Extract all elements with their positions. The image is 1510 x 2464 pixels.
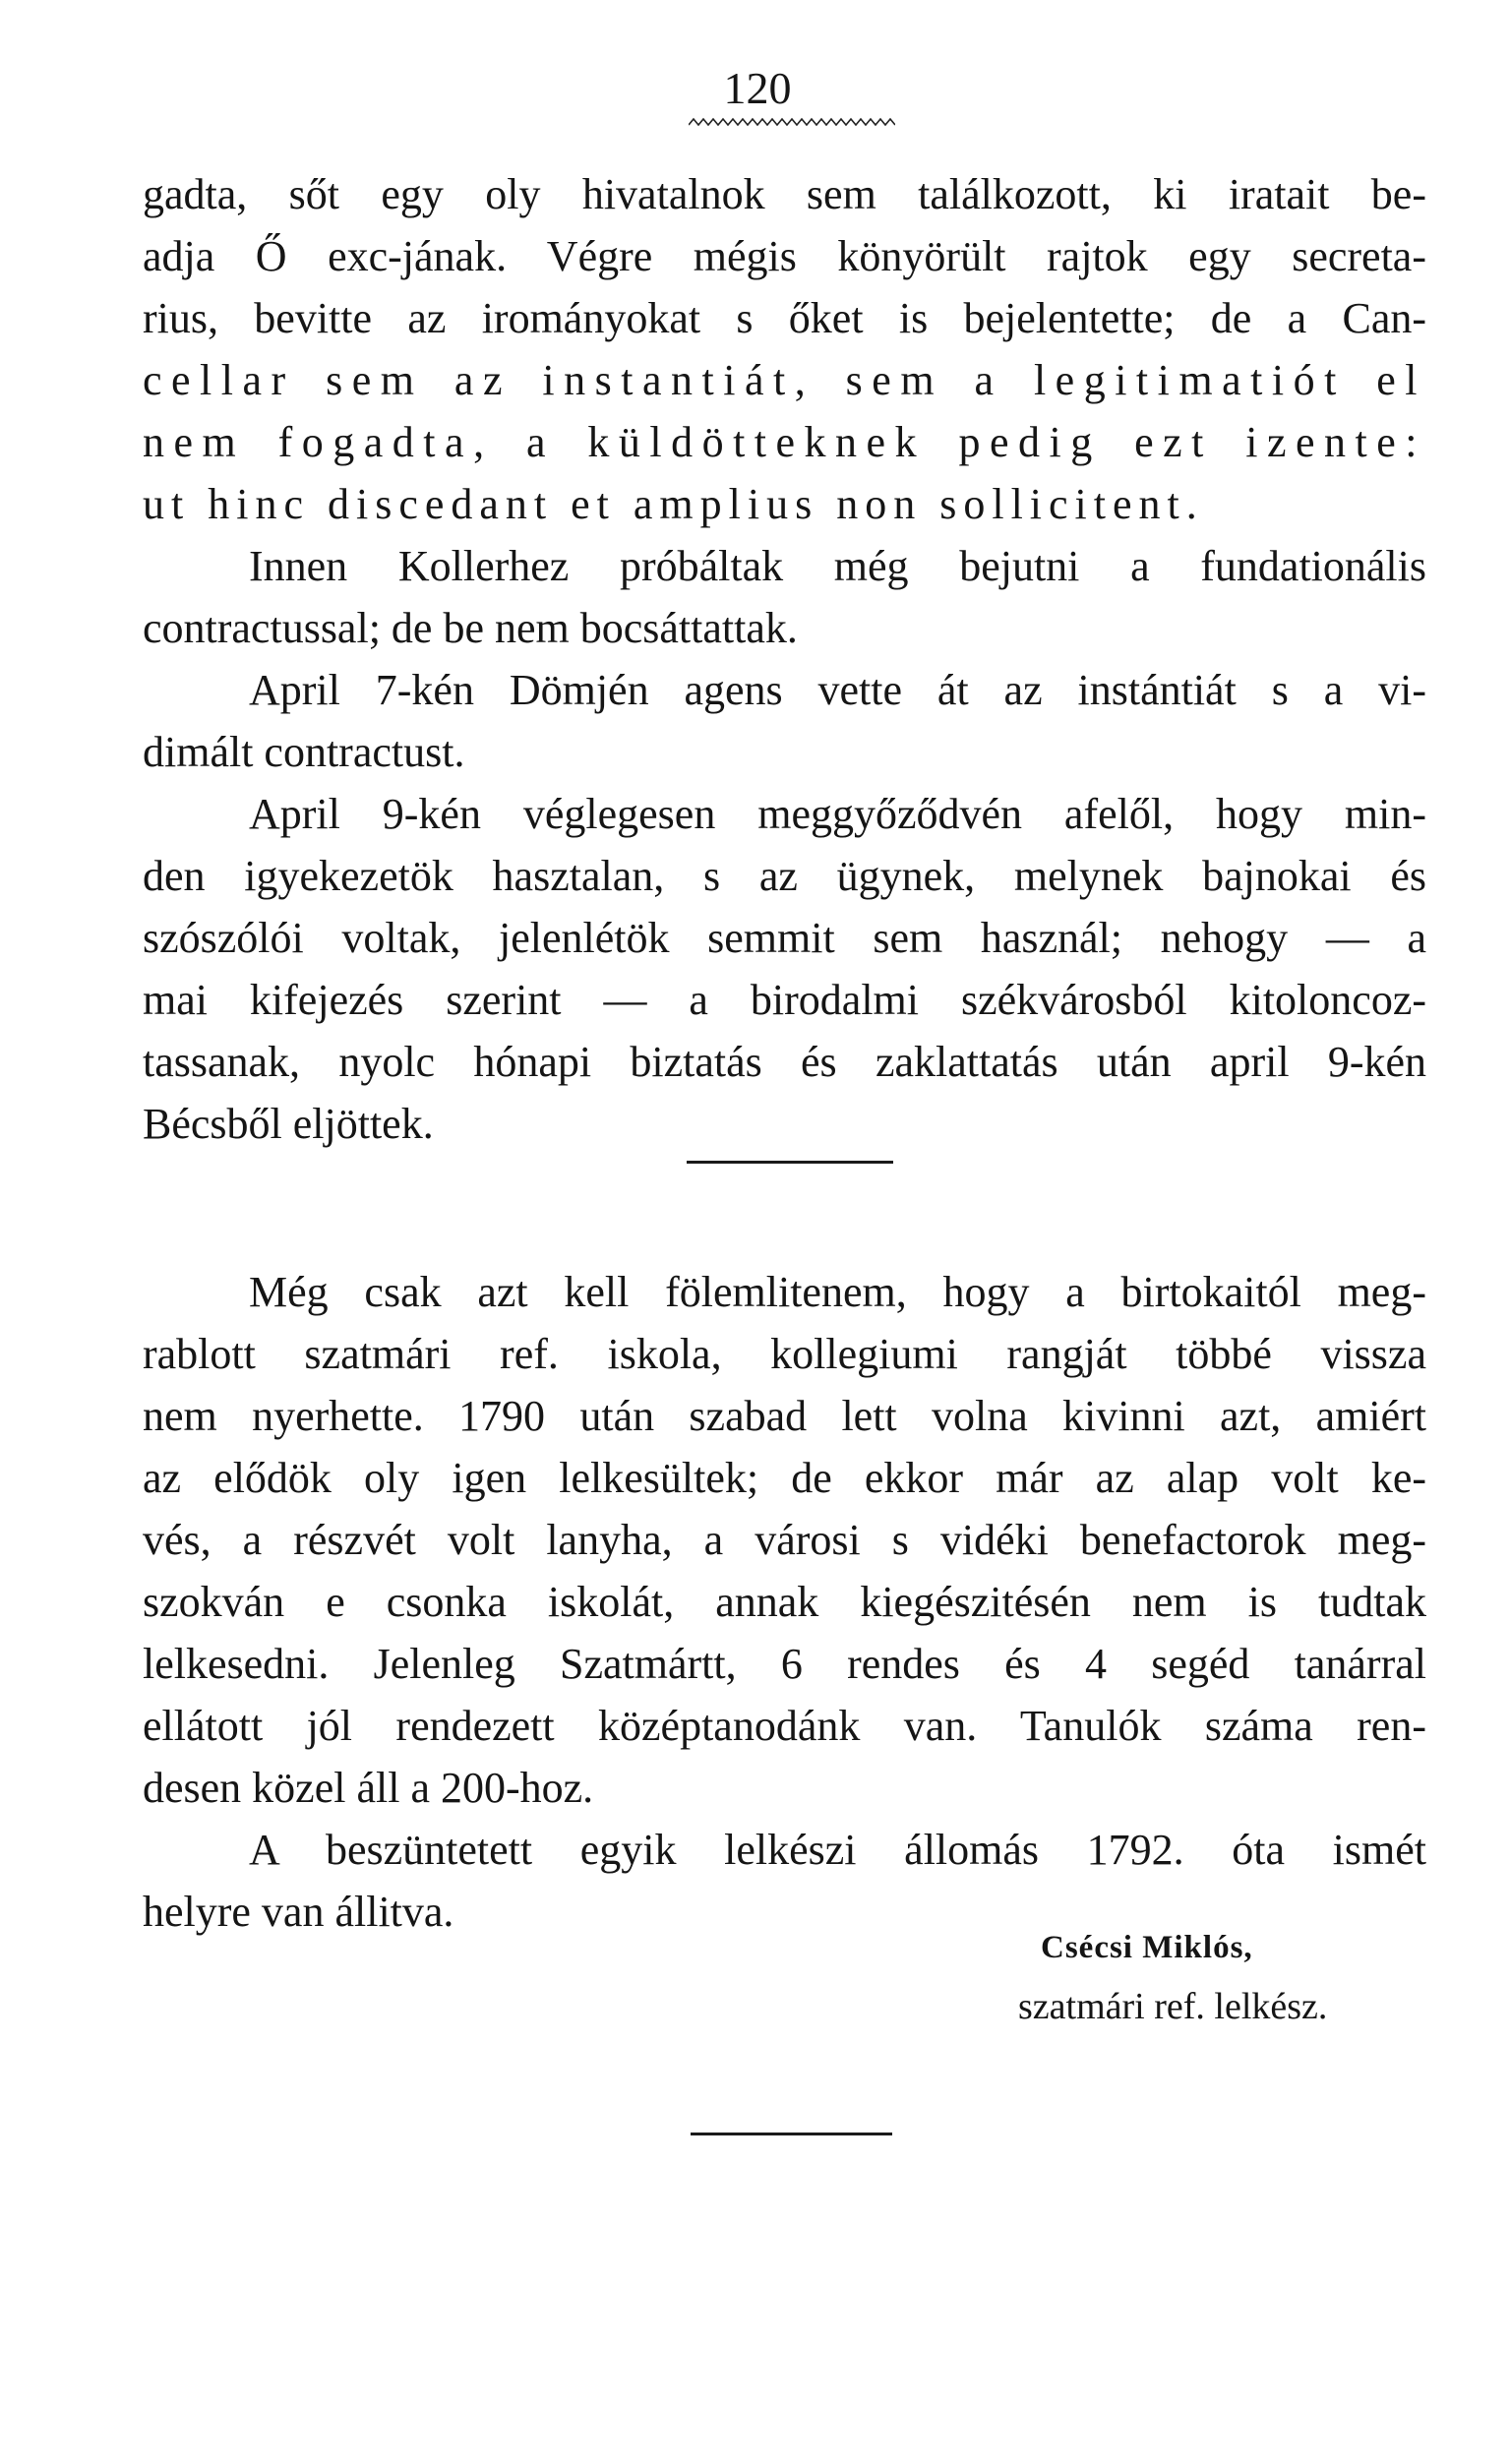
signature-name: Csécsi Miklós, [1041,1930,1253,1965]
text-line: A beszüntetett egyik lelkészi állomás 1792. óta ismét [249,1826,1426,1874]
paragraph-pastoral-station [143,1819,1426,1943]
page-number: 120 [723,63,792,113]
text-line: Még csak azt kell fölemlitenem, hogy a birtokaitól meg- [249,1268,1426,1316]
text-line: Innen Kollerhez próbáltak még bejutni a fundationális [249,542,1426,590]
section-divider [687,1161,893,1164]
signature-title: szatmári ref. lelkész. [1018,1986,1328,2027]
text-line: vés, a részvét volt lanyha, a városi s vidéki benefactorok meg- [143,1516,1426,1564]
text-line: desen közel áll a 200-hoz. [143,1764,594,1812]
text-line: szokván e csonka iskolát, annak kiegészitésén nem is tudtak [143,1578,1426,1626]
text-line: Bécsből eljöttek. [143,1100,434,1148]
paragraph-continuation [143,163,1426,535]
text-line-spaced: ut hinc discedant et amplius non sollicitent. [143,480,1204,528]
text-line-spaced: nem fogadta, a küldötteknek pedig ezt izente: [143,418,1426,466]
paragraph-april-9 [143,783,1426,1155]
text-line: ellátott jól rendezett középtanodánk van. Tanulók száma ren- [143,1702,1426,1750]
text-line: szószólói voltak, jelenlétök semmit sem használ; nehogy — a [143,914,1426,962]
text-line: rablott szatmári ref. iskola, kollegiumi rangját többé vissza [143,1330,1426,1378]
text-line: nem nyerhette. 1790 után szabad lett volna kivinni azt, amiért [143,1392,1426,1440]
text-line: dimált contractust. [143,728,465,776]
end-divider [691,2133,892,2135]
text-line: helyre van állitva. [143,1888,454,1936]
text-line: April 9-kén véglegesen meggyőződvén afelől, hogy min- [249,790,1426,838]
text-line: az elődök oly igen lelkesültek; de ekkor már az alap volt ke- [143,1454,1426,1502]
text-line: rius, bevitte az irományokat s őket is bejelentette; de a Can- [143,294,1426,342]
text-line: gadta, sőt egy oly hivatalnok sem találkozott, ki iratait be- [143,170,1426,218]
text-line: mai kifejezés szerint — a birodalmi székvárosból kitoloncoz- [143,976,1426,1024]
text-line: April 7-kén Dömjén agens vette át az instántiát s a vi- [249,666,1426,714]
paragraph-koller [143,535,1426,659]
text-line: contractussal; de be nem bocsáttattak. [143,604,798,652]
paragraph-april-7 [143,659,1426,783]
text-line: lelkesedni. Jelenleg Szatmártt, 6 rendes és 4 segéd tanárral [143,1640,1426,1688]
text-line: adja Ő exc-jának. Végre mégis könyörült rajtok egy secreta- [143,232,1426,280]
page-number-ornament [689,116,895,128]
text-line: den igyekezetök hasztalan, s az ügynek, melynek bajnokai és [143,852,1426,900]
paragraph-school [143,1261,1426,1819]
text-line-spaced: cellar sem az instantiát, sem a legitimatiót el [143,356,1426,404]
text-line: tassanak, nyolc hónapi biztatás és zaklattatás után april 9-kén [143,1038,1426,1086]
